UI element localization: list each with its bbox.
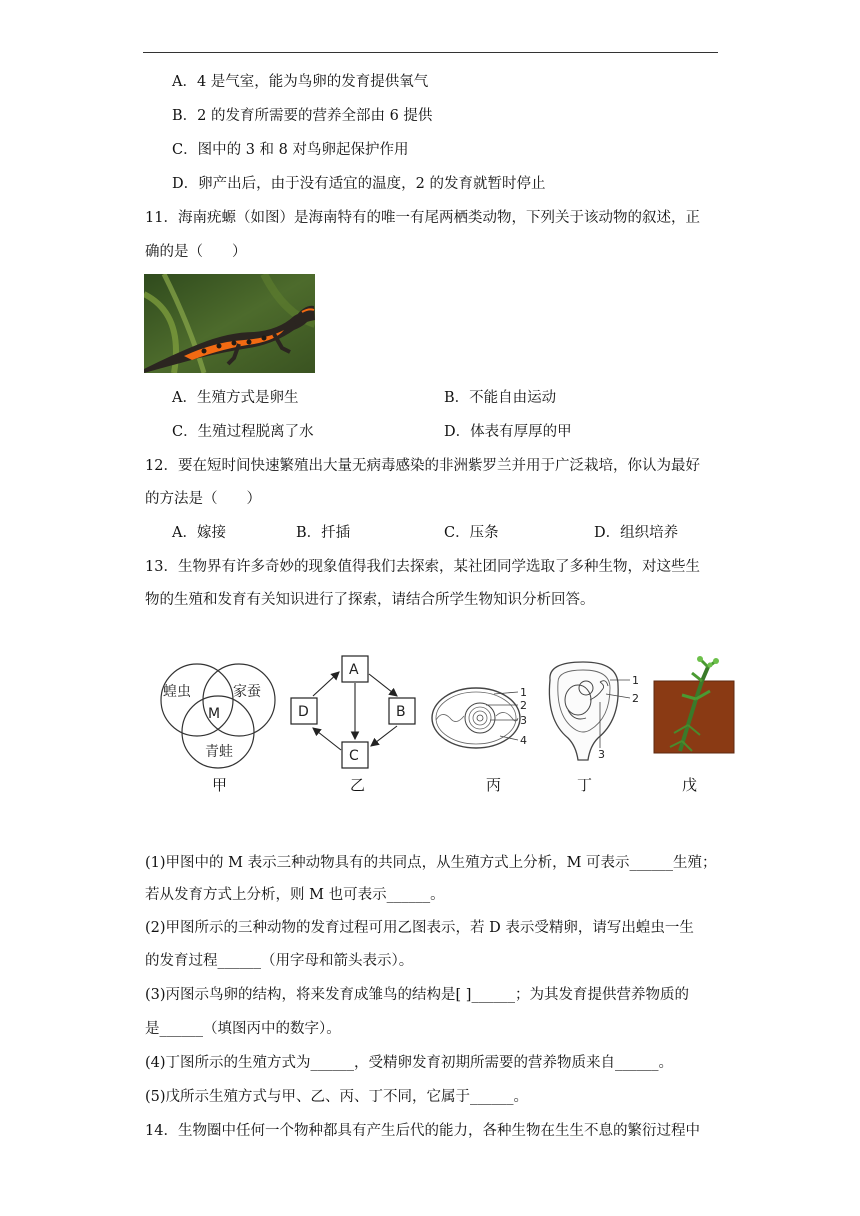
q12-option-c: C．压条	[444, 525, 499, 541]
q12-option-a: A．嫁接	[172, 525, 226, 541]
q12-stem-line1: 12．要在短时间快速繁殖出大量无病毒感染的非洲紫罗兰并用于广泛栽培，你认为最好	[145, 458, 700, 474]
figure-jia-venn	[155, 660, 285, 770]
cycle-node-d: D	[298, 704, 309, 720]
caption-bing: 丙	[486, 776, 502, 794]
header-rule	[143, 52, 718, 53]
cycle-node-c: C	[349, 748, 359, 764]
newt-photo	[144, 274, 315, 373]
egg-label-2: 2	[520, 699, 527, 712]
venn-label-locust: 蝗虫	[163, 684, 191, 700]
q12-option-b: B．扦插	[296, 525, 351, 541]
q13-sub2-line2: 的发育过程______（用字母和箭头表示）。	[145, 953, 414, 969]
q10-option-d: D．卵产出后，由于没有适宜的温度，2 的发育就暂时停止	[172, 176, 546, 192]
fetus-label-2: 2	[632, 692, 639, 705]
egg-label-3: 3	[520, 714, 527, 727]
caption-yi: 乙	[350, 776, 366, 794]
q12-stem-line2: 的方法是（ ）	[145, 491, 261, 507]
egg-label-1: 1	[520, 686, 527, 699]
venn-center-m: M	[208, 706, 221, 722]
q13-sub3-line2: 是______（填图丙中的数字）。	[145, 1021, 341, 1037]
q11-stem-line1: 11．海南疣螈（如图）是海南特有的唯一有尾两栖类动物，下列关于该动物的叙述，正	[145, 210, 700, 226]
figure-wu-cutting	[652, 655, 737, 755]
caption-ding: 丁	[577, 776, 593, 794]
figure-yi-cycle	[285, 650, 425, 775]
q13-stem-line1: 13．生物界有许多奇妙的现象值得我们去探索，某社团同学选取了多种生物，对这些生	[145, 559, 700, 575]
venn-label-silkworm: 家蚕	[233, 684, 261, 700]
cycle-node-b: B	[396, 704, 406, 720]
q10-option-b: B．2 的发育所需要的营养全部由 6 提供	[172, 108, 433, 124]
q13-sub4: (4)丁图所示的生殖方式为______，受精卵发育初期所需要的营养物质来自______。	[145, 1055, 674, 1071]
figure-ding-fetus	[538, 660, 643, 770]
q11-option-d: D．体表有厚厚的甲	[444, 424, 572, 440]
q11-option-b: B．不能自由运动	[444, 390, 557, 406]
caption-wu: 戊	[682, 776, 698, 794]
q13-sub1-line1: (1)甲图中的 M 表示三种动物具有的共同点，从生殖方式上分析，M 可表示______生殖；	[145, 855, 717, 871]
q13-sub2-line1: (2)甲图所示的三种动物的发育过程可用乙图表示，若 D 表示受精卵，请写出蝗虫一生	[145, 920, 694, 936]
q11-option-c: C．生殖过程脱离了水	[172, 424, 314, 440]
q14-stem-line1: 14．生物圈中任何一个物种都具有产生后代的能力，各种生物在生生不息的繁衍过程中	[145, 1123, 700, 1139]
q10-option-c: C．图中的 3 和 8 对鸟卵起保护作用	[172, 142, 409, 158]
cycle-node-a: A	[349, 662, 359, 678]
q11-option-a: A．生殖方式是卵生	[172, 390, 299, 406]
q12-option-d: D．组织培养	[594, 525, 679, 541]
fetus-label-3: 3	[598, 748, 605, 761]
venn-label-frog: 青蛙	[205, 744, 233, 760]
egg-label-4: 4	[520, 734, 527, 747]
q10-option-a: A．4 是气室，能为鸟卵的发育提供氧气	[172, 74, 429, 90]
caption-jia: 甲	[212, 776, 228, 794]
fetus-label-1: 1	[632, 674, 639, 687]
q13-sub5: (5)戊所示生殖方式与甲、乙、丙、丁不同，它属于______。	[145, 1089, 529, 1105]
q13-sub3-line1: (3)丙图示鸟卵的结构，将来发育成雏鸟的结构是[ ]______；为其发育提供营养物质的	[145, 987, 689, 1003]
figure-bing-egg	[428, 680, 538, 760]
q13-sub1-line2: 若从发育方式上分析，则 M 也可表示______。	[145, 887, 445, 903]
q13-stem-line2: 物的生殖和发育有关知识进行了探索，请结合所学生物知识分析回答。	[145, 592, 595, 608]
q11-stem-line2: 确的是（ ）	[145, 244, 247, 260]
